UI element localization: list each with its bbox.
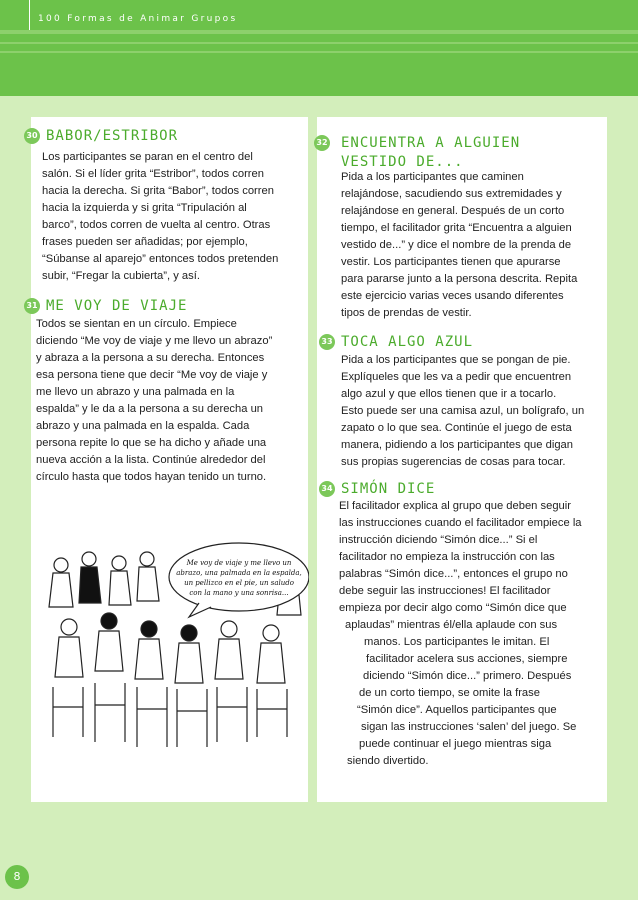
person-head bbox=[140, 552, 154, 566]
person-body bbox=[137, 567, 159, 601]
section-title-line: VESTIDO DE... bbox=[341, 154, 464, 170]
speech-line: abrazo, una palmada en la espalda, bbox=[176, 569, 302, 577]
body-line: instrucción diciendo “Simón dice...” Si el bbox=[339, 534, 538, 546]
speech-line: con la mano y una sonrisa... bbox=[189, 589, 289, 597]
body-line: salón. Si el líder grita “Estribor”, todos corren bbox=[42, 168, 264, 180]
section-body bbox=[42, 149, 278, 285]
body-line: facilitador no empieza la instrucción con las bbox=[339, 551, 555, 563]
chair bbox=[53, 687, 83, 737]
person-body bbox=[135, 639, 163, 679]
body-line: “Súbanse al aparejo” entonces todos pretenden bbox=[42, 253, 279, 265]
left-panel bbox=[26, 117, 308, 802]
body-line: de un corto tiempo, se omite la frase bbox=[359, 687, 540, 699]
person-head bbox=[263, 625, 279, 641]
body-line: esa persona tiene que decir “Me voy de viaje y bbox=[36, 369, 268, 381]
person-body bbox=[79, 567, 101, 603]
body-line: debe seguir las instrucciones! El facilitador bbox=[339, 585, 551, 597]
header-stripe bbox=[0, 42, 638, 44]
body-line: El facilitador explica al grupo que deben seguir bbox=[339, 500, 571, 512]
body-line: frases pueden ser añadidas; por ejemplo, bbox=[42, 236, 248, 248]
body-line: y abraza a la persona a su derecha. Entonces bbox=[36, 352, 265, 364]
group-circle-illustration bbox=[39, 537, 309, 752]
person-body bbox=[257, 643, 285, 683]
body-line: Esto puede ser una camisa azul, un bolígrafo, un bbox=[341, 405, 585, 417]
section-title: TOCA ALGO AZUL bbox=[341, 334, 474, 350]
body-line: círculo hasta que todos hayan tenido un turno. bbox=[36, 471, 267, 483]
speech-line: Me voy de viaje y me llevo un bbox=[186, 559, 292, 567]
body-line: relajándose, sacudiendo sus extremidades y bbox=[341, 188, 562, 200]
page-number-badge: 8 bbox=[5, 865, 29, 889]
body-line: sigan las instrucciones ‘salen’ del juego. Se bbox=[361, 721, 577, 733]
body-line: persona repite lo que se ha dicho y añade una bbox=[36, 437, 267, 449]
body-line: las instrucciones cuando el facilitador empiece la bbox=[339, 517, 582, 529]
person-body bbox=[175, 643, 203, 683]
person-body bbox=[109, 571, 131, 605]
chair bbox=[257, 689, 287, 737]
body-line: empieza por decir algo como “Simón dice que bbox=[339, 602, 567, 614]
body-line: barco”, todos corren de vuelta al centro. Otras bbox=[42, 219, 271, 231]
body-line: hacia la izquierda y si grita “Tripulación al bbox=[42, 202, 247, 214]
body-line: tipos de prendas de vestir. bbox=[341, 307, 472, 319]
section-title bbox=[341, 134, 520, 172]
speech-bubble bbox=[169, 543, 309, 611]
body-line: sus propias sugerencias de cosas para tocar. bbox=[341, 456, 566, 468]
body-line: me llevo un abrazo y una palmada en la bbox=[36, 386, 235, 398]
body-line: Explíqueles que les va a pedir que encuentren bbox=[341, 371, 572, 383]
body-line: algo azul y que ellos tienen que ir a tocarlo. bbox=[341, 388, 557, 400]
chair bbox=[137, 687, 167, 747]
section-title-line: ENCUENTRA A ALGUIEN bbox=[341, 135, 521, 151]
body-line: hacia la derecha. Si grita “Babor”, todos corren bbox=[42, 185, 274, 197]
body-line: palabras “Simón dice...”, entonces el grupo no bbox=[339, 568, 568, 580]
section-number-badge: 30 bbox=[24, 128, 40, 144]
body-line: nueva acción a la lista. Continúe alrededor del bbox=[36, 454, 266, 466]
section-title: SIMÓN DICE bbox=[341, 481, 436, 497]
body-line: diciendo “Me voy de viaje y me llevo un abrazo” bbox=[36, 335, 273, 347]
header-stripe bbox=[0, 30, 638, 34]
person-head bbox=[181, 625, 197, 641]
person-head bbox=[101, 613, 117, 629]
body-line: este ejercicio varias veces usando diferentes bbox=[341, 290, 564, 302]
section-number-badge: 31 bbox=[24, 298, 40, 314]
section-number-badge: 33 bbox=[319, 334, 335, 350]
body-line: tiempo, el facilitador grita “Encuentra a alguien bbox=[341, 222, 572, 234]
section-body bbox=[341, 352, 584, 471]
header-divider bbox=[29, 0, 30, 30]
body-line: Los participantes se paran en el centro del bbox=[42, 151, 253, 163]
chair bbox=[95, 683, 125, 742]
body-line: Pida a los participantes que caminen bbox=[341, 171, 524, 183]
body-line: manera, pidiendo a los participantes que digan bbox=[341, 439, 573, 451]
section-number-badge: 34 bbox=[319, 481, 335, 497]
person-body bbox=[95, 631, 123, 671]
body-line: vestir. Los participantes tienen que apurarse bbox=[341, 256, 561, 268]
person-body bbox=[215, 639, 243, 679]
body-line: vestido de...” y dice el nombre de la prenda de bbox=[341, 239, 572, 251]
person-body bbox=[49, 573, 73, 607]
section-title: BABOR/ESTRIBOR bbox=[46, 128, 179, 144]
body-line: manos. Los participantes le imitan. El bbox=[364, 636, 550, 648]
header-bar bbox=[0, 0, 638, 96]
section-number-badge: 32 bbox=[314, 135, 330, 151]
section-body bbox=[339, 498, 582, 770]
person-head bbox=[112, 556, 126, 570]
section-body bbox=[36, 316, 272, 486]
body-line: para pararse junto a la persona descrita. Repita bbox=[341, 273, 578, 285]
speech-line: un pellizco en el pie, un saludo bbox=[184, 579, 294, 587]
section-body bbox=[341, 169, 577, 322]
person-head bbox=[61, 619, 77, 635]
person-head bbox=[141, 621, 157, 637]
body-line: abrazo y una palmada en la espalda. Cada bbox=[36, 420, 250, 432]
person-head bbox=[54, 558, 68, 572]
body-line: diciendo “Simón dice...” primero. Después bbox=[363, 670, 572, 682]
book-title: 100 Formas de Animar Grupos bbox=[38, 14, 238, 24]
body-line: siendo divertido. bbox=[347, 755, 429, 767]
body-line: Todos se sientan en un círculo. Empiece bbox=[36, 318, 237, 330]
body-line: aplaudas” mientras él/ella aplaude con sus bbox=[345, 619, 558, 631]
person-body bbox=[55, 637, 83, 677]
header-stripe bbox=[0, 51, 638, 53]
chair bbox=[217, 687, 247, 742]
right-panel bbox=[317, 117, 607, 802]
person-head bbox=[221, 621, 237, 637]
body-line: zapato o lo que sea. Continúe el juego de esta bbox=[341, 422, 572, 434]
body-line: relajándose en general. Después de un corto bbox=[341, 205, 565, 217]
section-title: ME VOY DE VIAJE bbox=[46, 298, 188, 314]
body-line: Pida a los participantes que se pongan de pie. bbox=[341, 354, 571, 366]
chair bbox=[177, 689, 207, 747]
body-line: subir, “Fregar la cubierta”, y así. bbox=[42, 270, 200, 282]
body-line: puede continuar el juego mientras siga bbox=[359, 738, 552, 750]
body-line: facilitador acelera sus acciones, siempre bbox=[366, 653, 568, 665]
body-line: espalda” y le da a la persona a su derecha un bbox=[36, 403, 264, 415]
person-head bbox=[82, 552, 96, 566]
body-line: “Simón dice”. Aquellos participantes que bbox=[357, 704, 557, 716]
